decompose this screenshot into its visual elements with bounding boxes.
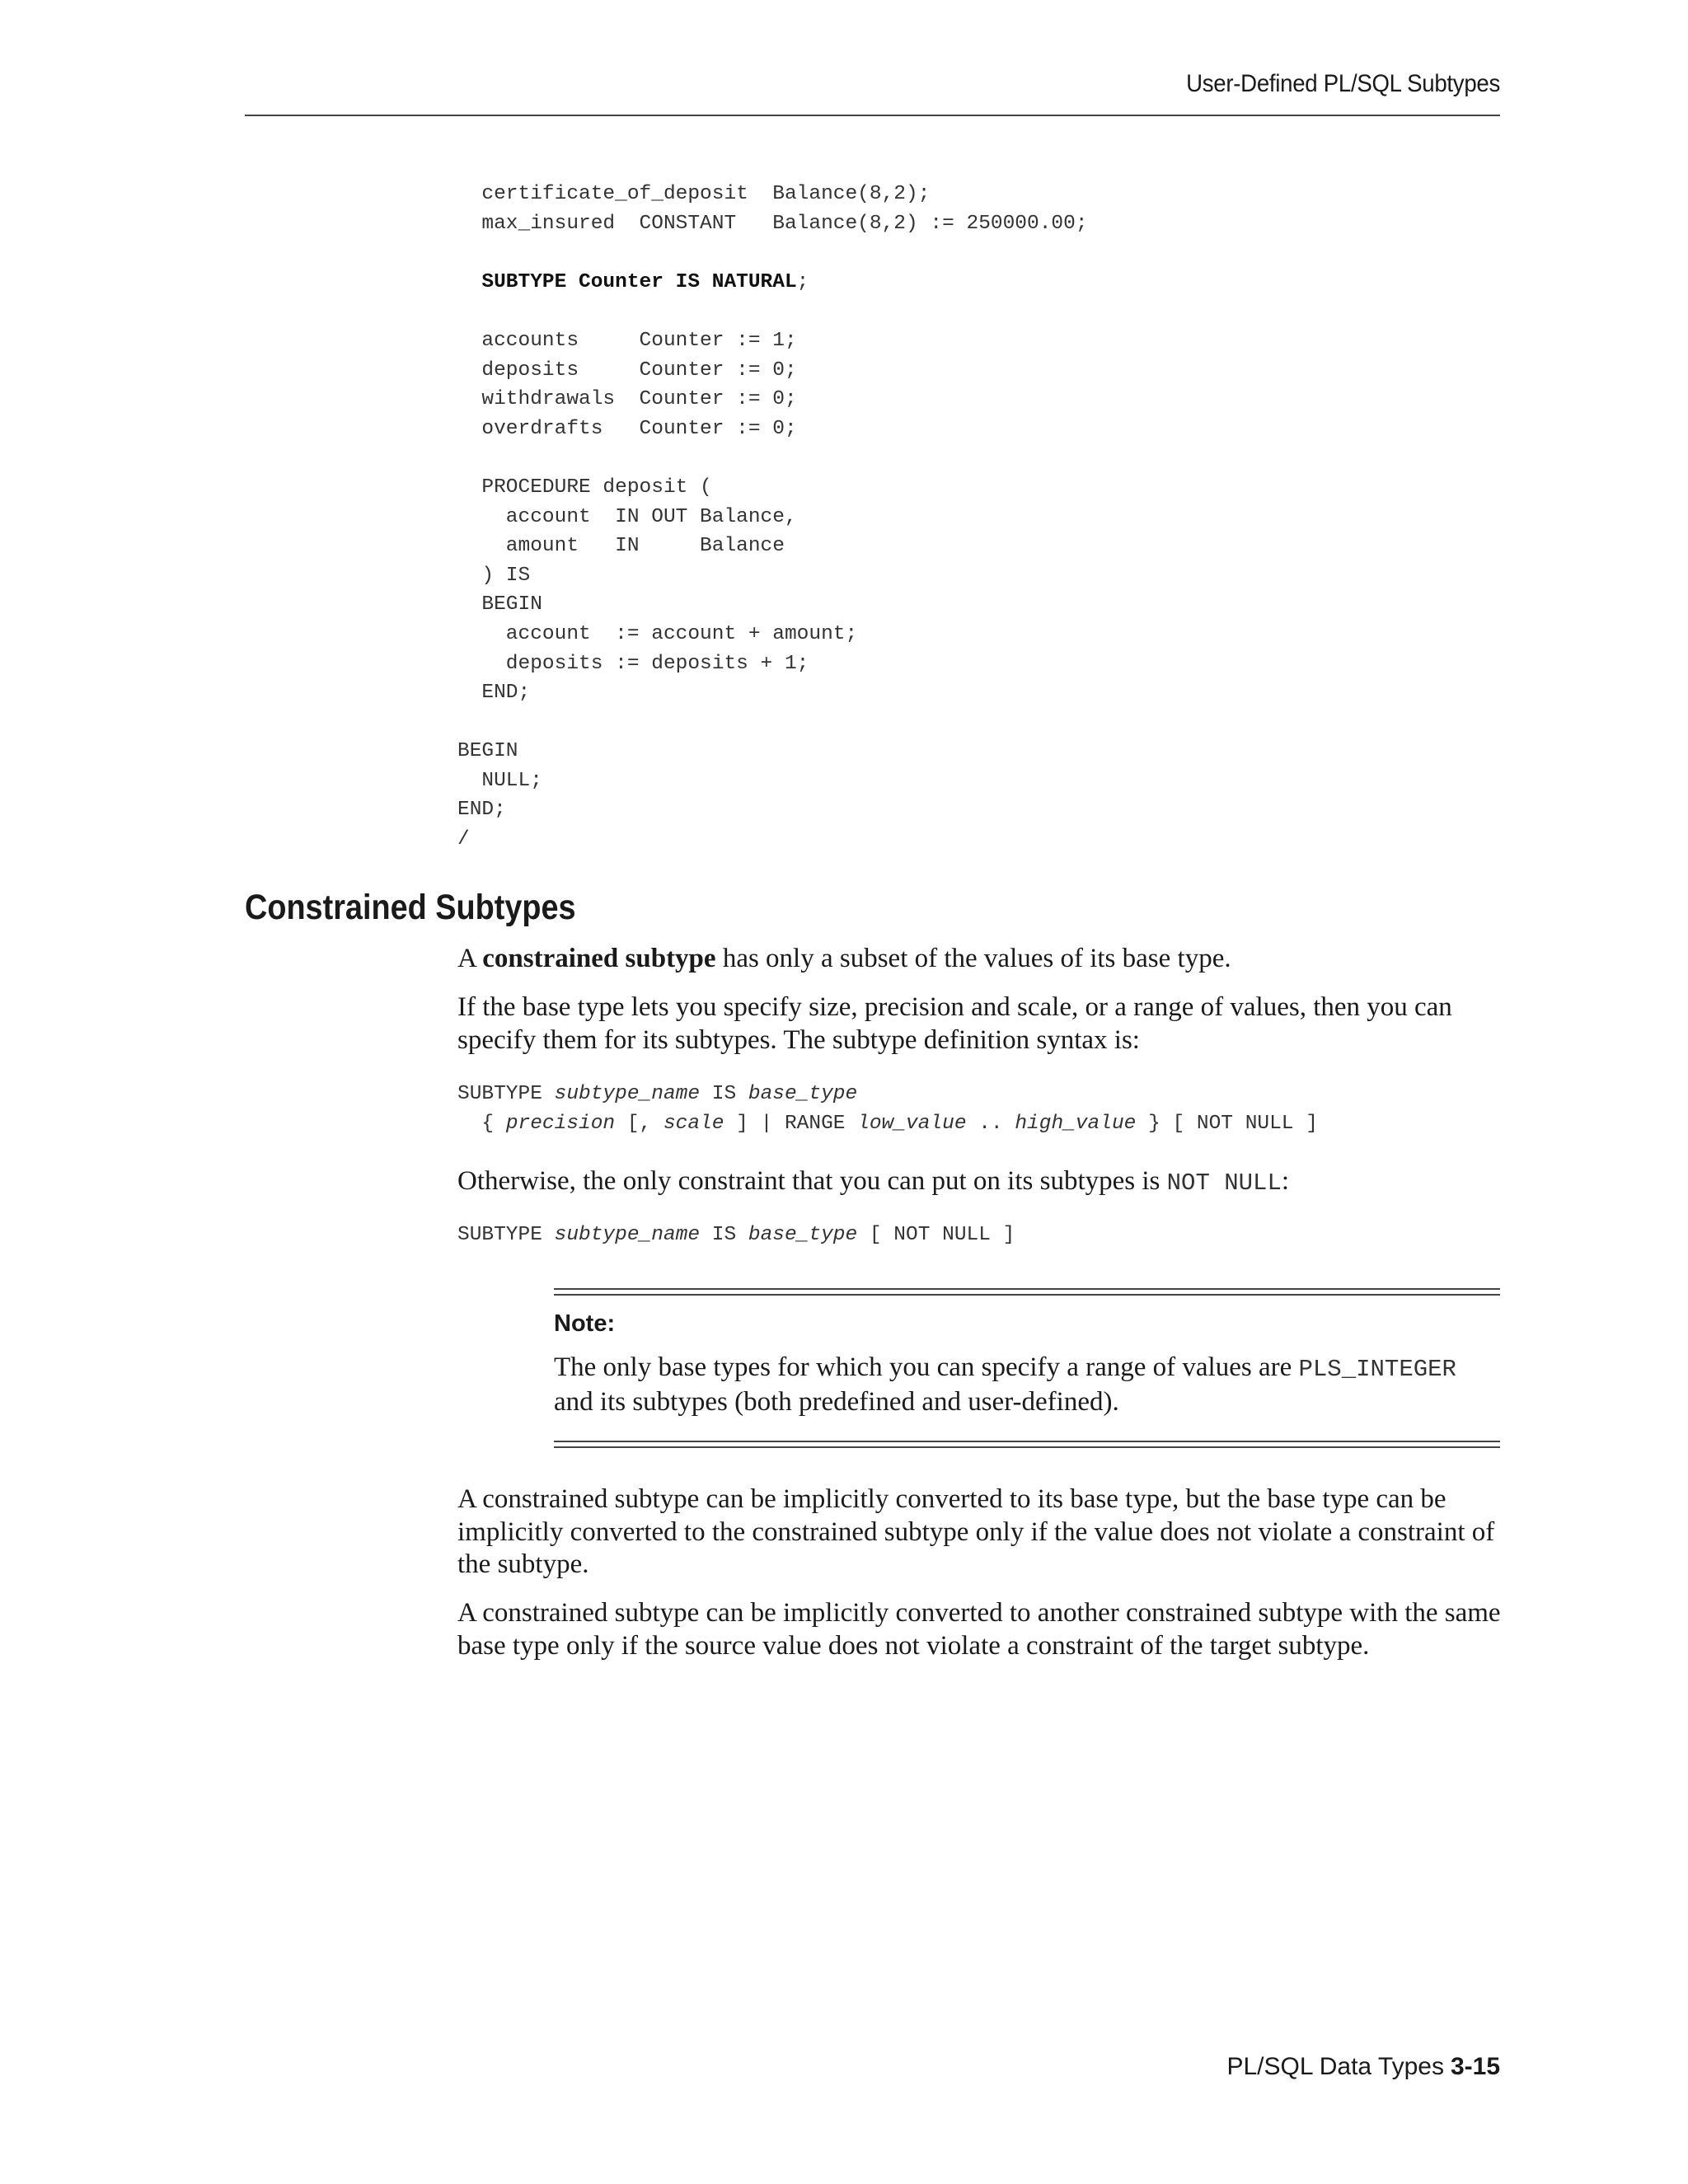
note-bottom-rule [554, 1441, 1500, 1448]
placeholder: high_value [1015, 1112, 1137, 1135]
keyword: SUBTYPE [457, 1083, 555, 1105]
code-line: max_insured CONSTANT Balance(8,2) := 250000.00; [457, 212, 1088, 235]
section-title: Constrained Subtypes [245, 888, 576, 927]
code-line: withdrawals Counter := 0; [457, 388, 797, 411]
code-line: END; [457, 682, 531, 705]
running-header: User-Defined PL/SQL Subtypes [1186, 70, 1500, 97]
placeholder: scale [663, 1112, 724, 1135]
code-line: BEGIN [457, 740, 518, 763]
code-line: accounts Counter := 1; [457, 329, 797, 352]
footer-chapter: PL/SQL Data Types [1226, 2053, 1444, 2080]
placeholder: precision [505, 1112, 616, 1135]
paragraph-not-null [457, 1165, 1504, 1200]
page-footer [989, 2052, 1500, 2082]
placeholder: base_type [748, 1083, 858, 1105]
placeholder: subtype_name [554, 1224, 701, 1246]
syntax-text: [ NOT NULL ] [857, 1224, 1015, 1246]
syntax-text: { [457, 1112, 506, 1135]
inline-code: PLS_INTEGER [1298, 1356, 1456, 1383]
code-line: deposits := deposits + 1; [457, 652, 809, 675]
paragraph-syntax-intro: If the base type lets you specify size, precision and scale, or a range of values, then you can specify them for its subtypes. The subtype definition syntax is: [457, 992, 1452, 1055]
code-line: account IN OUT Balance, [457, 505, 797, 528]
syntax-block-not-null [457, 1221, 1015, 1250]
code-line: certificate_of_deposit Balance(8,2); [457, 183, 931, 205]
text: The only base types for which you can specify a range of values are [554, 1352, 1299, 1382]
keyword: IS [700, 1224, 748, 1246]
paragraph-definition [457, 943, 1504, 976]
header-rule [245, 115, 1500, 116]
syntax-text: [, [615, 1112, 663, 1135]
code-line-tail: ; [796, 270, 809, 293]
syntax-text: ] | RANGE [724, 1112, 858, 1135]
code-line: overdrafts Counter := 0; [457, 417, 797, 440]
keyword: IS [700, 1083, 748, 1105]
syntax-text: } [ NOT NULL ] [1136, 1112, 1318, 1135]
placeholder: subtype_name [554, 1083, 701, 1105]
text: : [1281, 1166, 1290, 1196]
text: and its subtypes (both predefined and user-defined). [554, 1386, 1119, 1417]
placeholder: base_type [748, 1224, 858, 1246]
code-line: NULL; [457, 769, 542, 792]
code-line: ) IS [457, 564, 531, 587]
note-text [554, 1352, 1485, 1418]
code-line: / [457, 828, 470, 851]
code-line: END; [457, 799, 506, 822]
note-top-rule [554, 1288, 1500, 1296]
code-line: deposits Counter := 0; [457, 359, 797, 382]
syntax-block-range [457, 1080, 1318, 1138]
code-line: BEGIN [457, 593, 542, 616]
inline-code: NOT NULL [1166, 1169, 1282, 1197]
keyword: SUBTYPE [457, 1224, 555, 1246]
text: A [457, 944, 483, 973]
placeholder: low_value [857, 1112, 967, 1135]
text: Otherwise, the only constraint that you can put on its subtypes is [457, 1166, 1167, 1196]
code-example [457, 180, 1088, 855]
code-line: PROCEDURE deposit ( [457, 476, 712, 499]
code-line: amount IN Balance [457, 535, 785, 558]
term-bold: constrained subtype [482, 944, 716, 973]
text: has only a subset of the values of its base type. [715, 944, 1231, 973]
paragraph-conversion-other: A constrained subtype can be implicitly converted to another constrained subtype with the same base type only if the source value does not violate a constraint of the target subtype. [457, 1598, 1501, 1661]
code-line: account := account + amount; [457, 622, 858, 645]
note-label: Note: [554, 1310, 616, 1337]
code-line-bold: SUBTYPE Counter IS NATURAL [481, 270, 797, 293]
page-number: 3-15 [1450, 2053, 1500, 2080]
syntax-text: .. [966, 1112, 1015, 1135]
paragraph-conversion-base: A constrained subtype can be implicitly converted to its base type, but the base type can be implicitly converted to the constrained subtype only if the value does not violate a constraint of the subtype. [457, 1484, 1495, 1579]
